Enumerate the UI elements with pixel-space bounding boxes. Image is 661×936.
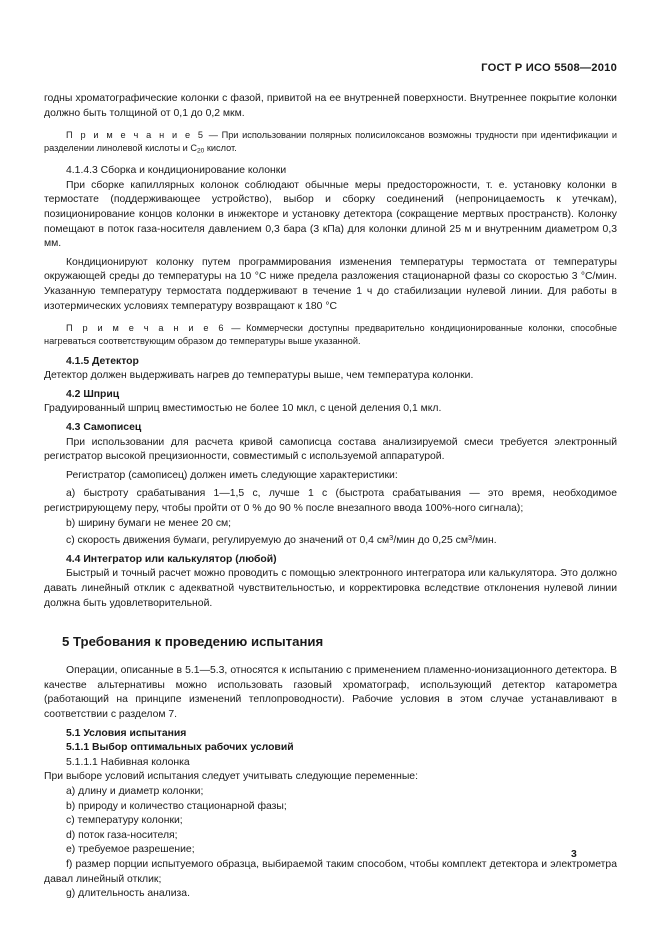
spacer [44, 121, 617, 129]
note-5-text-a: — При использовании полярных полисилоксанов возможны трудности при идентификации и разделении линолевой кислоты и C [44, 130, 617, 154]
heading-section-5: 5 Требования к проведению испытания [62, 634, 324, 650]
note-5 [44, 129, 617, 158]
page-header: ГОСТ Р ИСО 5508—2010 [481, 62, 617, 74]
note-6-label: П р и м е ч а н и е 6 [66, 323, 226, 334]
list-item-4-3-c [44, 531, 617, 549]
heading-5-1: 5.1 Условия испытания [66, 727, 187, 739]
list-item-5-1-1-1-c: c) температуру колонки; [66, 815, 183, 827]
list-item-5-1-1-1-b: b) природу и количество стационарной фазы; [66, 800, 287, 812]
paragraph-section-5: Операции, описанные в 5.1—5.3, относятся к испытанию с применением пламенно-ионизационного детектора. В качестве альтернативы можно использовать газовый хроматограф, использующий детектор катарометра (работающий на принципе изменений теплопроводности). Рабочие условия в этом случае устанавливают в соответствии с разделом 7. [44, 665, 617, 720]
heading-4-3: 4.3 Самописец [66, 421, 142, 433]
heading-5-1-1-1: 5.1.1.1 Набивная колонка [66, 756, 190, 768]
list-item-5-1-1-1-d: d) поток газа-носителя; [66, 829, 178, 841]
list-item-5-1-1-1-g: g) длительность анализа. [66, 888, 190, 900]
note-6 [44, 322, 617, 348]
list-item-5-1-1-1-e: e) требуемое разрешение; [66, 844, 195, 856]
superscript-cubic-2: 3 [467, 533, 473, 543]
list-item-4-3-a: a) быстроту срабатывания 1—1,5 с, лучше 1 с (быстрота срабатывания — это время, необходимое регистрирующему перу, чтобы пройти от 0 % до 90 % после внезапного ввода 100%-ного сигнала); [44, 488, 617, 514]
note-6-text: — Коммерчески доступны предварительно кондиционированные колонки, способные нагреваться соответствующим образом до температуры выше указанной. [44, 323, 618, 347]
spacer [44, 650, 617, 664]
heading-4-1-4-3: 4.1.4.3 Сборка и кондиционирование колонки [66, 165, 287, 177]
list-item-4-3-b: b) ширину бумаги не менее 20 см; [66, 517, 232, 529]
list-item-4-3-c-text-a: c) скорость движения бумаги, регулируемую до значений от 0,4 см [66, 535, 390, 547]
note-5-subscript: 20 [196, 148, 205, 156]
heading-4-1-5: 4.1.5 Детектор [66, 355, 139, 367]
superscript-cubic-1: 3 [389, 533, 394, 543]
document-body [44, 92, 617, 902]
paragraph-4-3-2: Регистратор (самописец) должен иметь следующие характеристики: [66, 469, 398, 481]
list-item-5-1-1-1-f: f) размер порции испытуемого образца, выбираемой таким способом, чтобы комплект детектора и электрометра давал линейный отклик; [44, 858, 617, 885]
heading-4-2: 4.2 Шприц [66, 388, 120, 400]
paragraph-5-1-1-1: При выборе условий испытания следует учитывать следующие переменные: [44, 771, 418, 783]
heading-4-4: 4.4 Интегратор или калькулятор (любой) [66, 553, 277, 565]
paragraph-4-1-5: Детектор должен выдерживать нагрев до температуры выше, чем температура колонки. [44, 370, 474, 382]
list-item-4-3-c-text-c: /мин. [472, 535, 497, 547]
page-number: 3 [571, 849, 577, 860]
paragraph-4-4: Быстрый и точный расчет можно проводить с помощью электронного интегратора или калькулятора. Это должно давать линейный отклик с адекватной чувствительностью, и корректировка вследствие отклонения нулевой линии должна быть удовлетворительной. [44, 568, 617, 609]
list-item-4-3-c-text-b: /мин до 0,25 см [393, 535, 468, 547]
note-5-text-b: кислот. [204, 143, 237, 154]
note-5-label: П р и м е ч а н и е 5 [66, 130, 206, 141]
spacer [44, 611, 617, 633]
list-item-5-1-1-1-a: a) длину и диаметр колонки; [66, 785, 204, 797]
paragraph-intro: годны хроматографические колонки с фазой, привитой на ее внутренней поверхности. Внутреннее покрытие колонки должно быть толщиной от 0,1 до 0,2 мкм. [44, 93, 617, 119]
heading-5-1-1: 5.1.1 Выбор оптимальных рабочих условий [66, 742, 294, 754]
paragraph-4-1-4-3-1: При сборке капиллярных колонок соблюдают обычные меры предосторожности, т. е. установку колонки в термостате (поддерживающее устройство), выбор и сборку соединений (непроницаемость к утечкам), позиционирование концов колонки в инжекторе и установку детектора (сокращение мертвых пространств). Колонку помещают в поток газа-носителя давлением 0,3 бара (3 кПа) для колонки длиной 25 м и внутренним диаметром 0,3 мм. [44, 179, 617, 250]
spacer [44, 314, 617, 322]
paragraph-4-1-4-3-2: Кондиционируют колонку путем программирования изменения температуры термостата от температуры окружающей среды до температуры на 10 °C ниже предела разложения стационарной фазы со скоростью 3 °C/мин. Указанную температуру термостата поддерживают в течение 1 ч до стабилизации нулевой линии. Для работы в изотермических условиях температуру возвращают к 180 °C [44, 256, 617, 312]
paragraph-4-3-1: При использовании для расчета кривой самописца состава анализируемой смеси требуется электронный регистратор высокой прецизионности, совместимый с используемой аппаратурой. [44, 436, 617, 463]
paragraph-4-2: Градуированный шприц вместимостью не более 10 мкл, с ценой деления 0,1 мкл. [44, 403, 442, 415]
